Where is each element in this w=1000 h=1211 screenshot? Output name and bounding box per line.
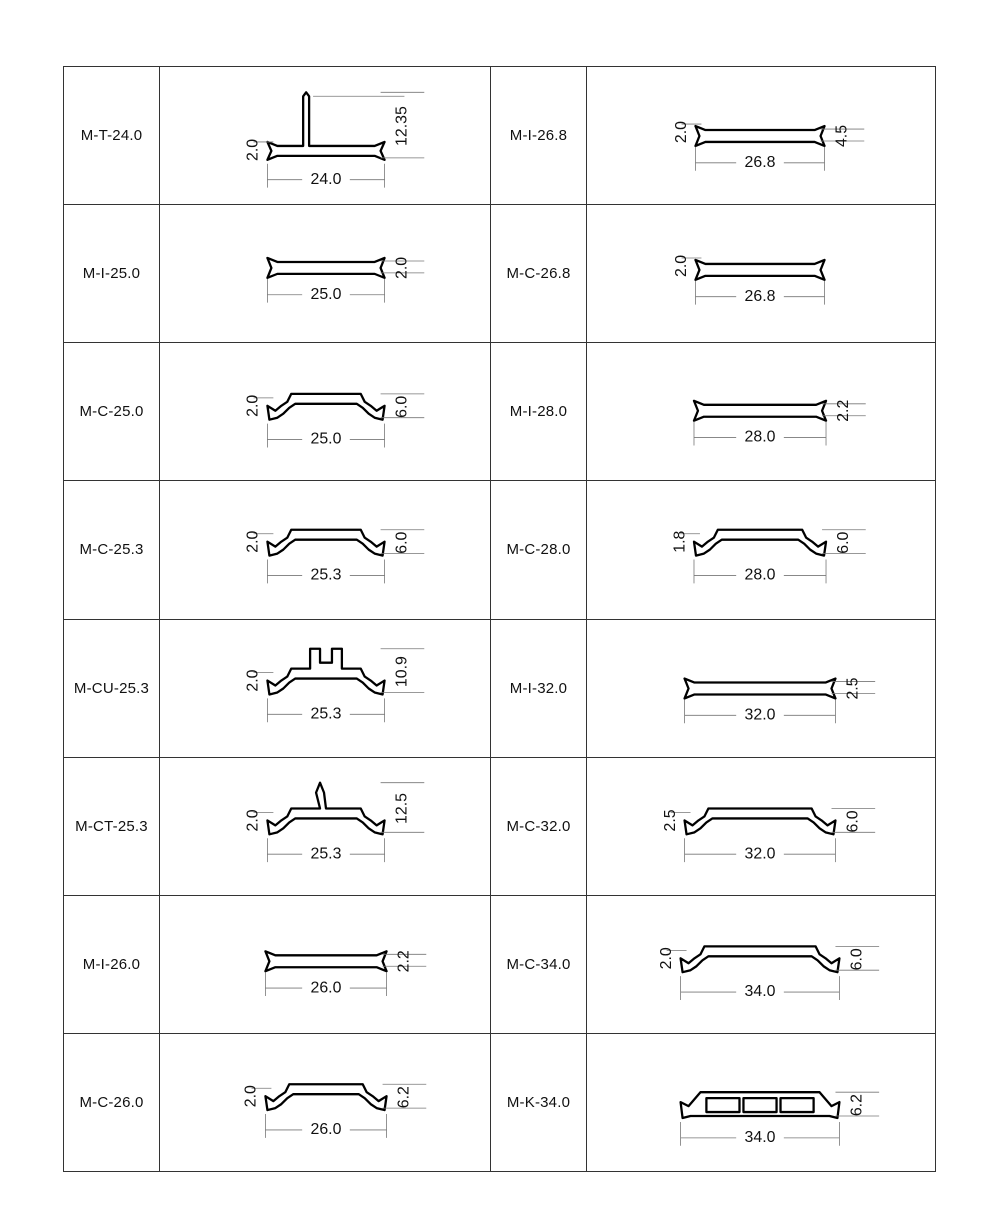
table-row xyxy=(64,343,936,481)
width-label: 24.0 xyxy=(310,170,342,188)
profile-group xyxy=(681,1092,880,1146)
profile-outline xyxy=(695,260,824,280)
width-label: 26.8 xyxy=(744,288,776,306)
height-label: 2.2 xyxy=(395,949,413,973)
width-label: 28.0 xyxy=(744,566,776,584)
hollow-chamber xyxy=(706,1098,739,1112)
profile-drawing-cell xyxy=(587,205,936,343)
profile-code: M-I-25.0 xyxy=(64,205,160,343)
width-label: 25.3 xyxy=(310,704,342,722)
profile-code: M-C-26.8 xyxy=(491,205,587,343)
table-row xyxy=(64,205,936,343)
width-label: 25.3 xyxy=(310,844,342,862)
width-label: 25.0 xyxy=(310,430,342,448)
profile-code: M-I-26.0 xyxy=(64,895,160,1033)
profile-group xyxy=(673,121,864,171)
profile-drawing-cell xyxy=(160,205,491,343)
height-label: 6.2 xyxy=(395,1086,413,1109)
profile-drawing xyxy=(160,758,490,895)
profile-group xyxy=(245,782,425,862)
profile-group xyxy=(685,677,876,723)
table-row xyxy=(64,619,936,757)
profile-outline xyxy=(267,394,384,420)
profile-outline xyxy=(694,530,826,556)
width-label: 26.0 xyxy=(310,1120,342,1138)
height-label: 10.9 xyxy=(393,655,411,687)
thickness-label: 2.0 xyxy=(244,669,262,692)
profile-table xyxy=(63,66,936,1172)
thickness-label: 2.0 xyxy=(657,947,675,970)
profile-group xyxy=(673,255,825,305)
height-label: 6.0 xyxy=(844,809,862,833)
profile-drawing-cell xyxy=(160,1033,491,1171)
thickness-label: 2.0 xyxy=(244,395,262,418)
profile-outline xyxy=(695,126,824,146)
profile-group xyxy=(267,257,424,303)
profile-drawing-cell xyxy=(160,757,491,895)
height-label: 12.35 xyxy=(393,106,411,146)
profile-drawing-cell xyxy=(587,757,936,895)
profile-drawing-cell xyxy=(587,619,936,757)
profile-drawing xyxy=(160,67,490,204)
profile-drawing-cell xyxy=(587,343,936,481)
profile-outline xyxy=(694,401,826,421)
profile-drawing-cell xyxy=(587,895,936,1033)
profile-drawing-cell xyxy=(587,481,936,619)
profile-code: M-I-26.8 xyxy=(491,67,587,205)
width-label: 26.8 xyxy=(744,153,776,171)
profile-outline xyxy=(267,530,384,556)
profile-group xyxy=(245,394,425,448)
height-label: 2.5 xyxy=(844,676,862,700)
profile-group xyxy=(243,1084,427,1138)
width-label: 25.0 xyxy=(310,286,342,304)
profile-code: M-CU-25.3 xyxy=(64,619,160,757)
profile-code: M-CT-25.3 xyxy=(64,757,160,895)
profile-group xyxy=(658,946,879,1000)
profile-group xyxy=(245,648,425,722)
hollow-chamber xyxy=(743,1098,776,1112)
profile-code: M-C-25.3 xyxy=(64,481,160,619)
profile-drawing-cell xyxy=(160,343,491,481)
height-label: 6.0 xyxy=(393,395,411,419)
profile-drawing xyxy=(160,343,490,480)
width-label: 26.0 xyxy=(310,979,342,997)
profile-code: M-I-32.0 xyxy=(491,619,587,757)
profile-drawing-cell xyxy=(160,67,491,205)
height-label: 4.5 xyxy=(833,124,851,148)
profile-drawing-cell xyxy=(160,895,491,1033)
profile-group xyxy=(694,400,866,446)
profile-code: M-C-25.0 xyxy=(64,343,160,481)
profile-group xyxy=(265,950,426,996)
profile-code: M-C-34.0 xyxy=(491,895,587,1033)
profile-outline xyxy=(267,258,384,278)
profile-drawing xyxy=(587,67,935,204)
table-row xyxy=(64,1033,936,1171)
thickness-label: 2.0 xyxy=(672,120,690,144)
profile-outline xyxy=(681,1092,840,1118)
profile-group xyxy=(662,808,875,862)
profile-drawing-cell xyxy=(587,1033,936,1171)
profile-drawing-cell xyxy=(160,481,491,619)
height-label: 6.0 xyxy=(393,532,411,555)
thickness-label: 2.0 xyxy=(242,1085,260,1108)
profile-drawing xyxy=(160,1034,490,1171)
profile-code: M-C-26.0 xyxy=(64,1033,160,1171)
profile-drawing xyxy=(587,1034,935,1171)
height-label: 6.0 xyxy=(835,532,853,555)
profile-group xyxy=(245,92,425,188)
profile-drawing xyxy=(160,481,490,618)
profile-group xyxy=(671,530,865,584)
profile-code: M-T-24.0 xyxy=(64,67,160,205)
profile-outline xyxy=(265,951,386,971)
profile-outline xyxy=(685,808,836,834)
profile-drawing xyxy=(160,205,490,342)
profile-code: M-C-32.0 xyxy=(491,757,587,895)
profile-group xyxy=(245,530,425,584)
hollow-chamber xyxy=(781,1098,814,1112)
profile-outline xyxy=(265,1084,386,1110)
profile-drawing xyxy=(587,620,935,757)
profile-outline xyxy=(681,946,840,972)
profile-drawing xyxy=(160,620,490,757)
width-label: 34.0 xyxy=(744,982,776,1000)
profile-code: M-K-34.0 xyxy=(491,1033,587,1171)
height-label: 12.5 xyxy=(393,792,411,824)
profile-outline xyxy=(267,782,384,834)
width-label: 34.0 xyxy=(744,1128,776,1146)
profile-code: M-C-28.0 xyxy=(491,481,587,619)
table-row xyxy=(64,895,936,1033)
profile-drawing xyxy=(587,205,935,342)
profile-outline xyxy=(267,92,384,160)
height-label: 6.2 xyxy=(848,1093,866,1117)
width-label: 32.0 xyxy=(744,844,776,862)
height-label: 2.2 xyxy=(835,399,853,423)
width-label: 32.0 xyxy=(744,705,776,723)
width-label: 28.0 xyxy=(744,428,776,446)
profile-drawing xyxy=(587,343,935,480)
profile-drawing xyxy=(587,896,935,1033)
thickness-label: 2.0 xyxy=(244,531,262,554)
thickness-label: 2.0 xyxy=(244,809,262,832)
thickness-label: 2.0 xyxy=(244,138,262,161)
profile-code: M-I-28.0 xyxy=(491,343,587,481)
profile-drawing-cell xyxy=(587,67,936,205)
thickness-label: 2.5 xyxy=(661,809,679,832)
table-row xyxy=(64,757,936,895)
thickness-label: 1.8 xyxy=(671,531,689,554)
table-row xyxy=(64,67,936,205)
height-label: 2.0 xyxy=(393,257,411,280)
profile-outline xyxy=(267,648,384,694)
profile-outline xyxy=(685,678,836,698)
profile-drawing xyxy=(587,758,935,895)
profile-drawing-cell xyxy=(160,619,491,757)
profile-drawing xyxy=(587,481,935,618)
table-row xyxy=(64,481,936,619)
height-label: 6.0 xyxy=(848,947,866,971)
width-label: 25.3 xyxy=(310,566,342,584)
thickness-label: 2.0 xyxy=(672,255,690,278)
profile-drawing xyxy=(160,896,490,1033)
